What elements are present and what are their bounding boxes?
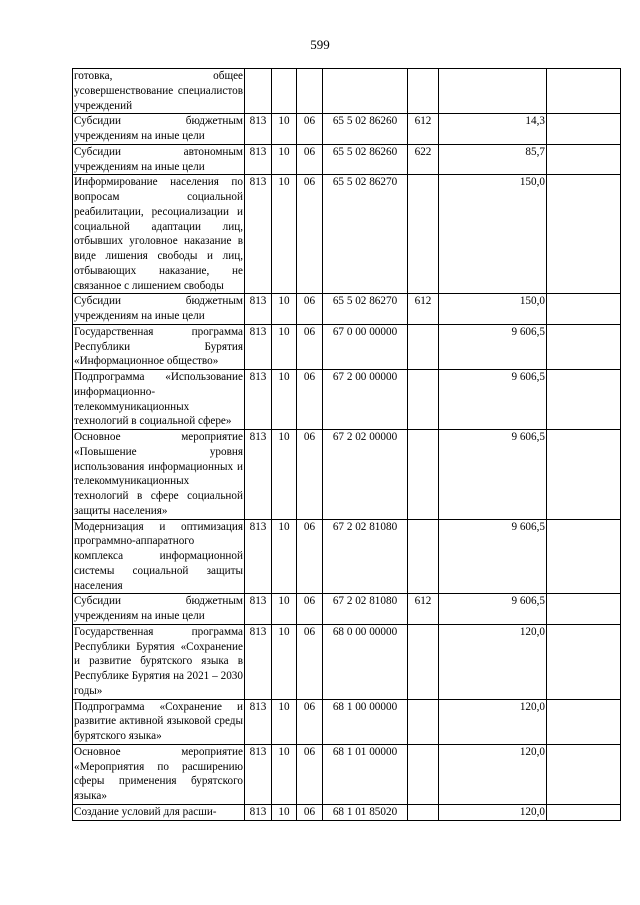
table-row [73,144,621,175]
extra-empty-cell [547,175,621,294]
extra-empty-cell [547,69,621,114]
amount-cell: 150,0 [439,175,547,294]
row-name-cell: Модернизация и оптимизация программно-аппаратного комплекса информационной системы социальной защиты населения [73,519,245,594]
subsection-code-cell: 06 [297,144,323,175]
admin-code-cell [245,69,272,114]
subsection-code-cell: 06 [297,594,323,625]
amount-cell: 85,7 [439,144,547,175]
expense-type-cell [408,324,439,369]
section-code-cell: 10 [272,294,297,325]
row-name-cell: Субсидии бюджетным учреждениям на иные цели [73,294,245,325]
extra-empty-cell [547,294,621,325]
extra-empty-cell [547,370,621,430]
target-article-cell: 65 5 02 86260 [323,114,408,145]
row-name-cell: Субсидии бюджетным учреждениям на иные цели [73,594,245,625]
subsection-code-cell: 06 [297,744,323,804]
subsection-code-cell: 06 [297,370,323,430]
subsection-code-cell: 06 [297,324,323,369]
amount-cell: 9 606,5 [439,430,547,520]
section-code-cell: 10 [272,744,297,804]
extra-empty-cell [547,324,621,369]
table-row [73,370,621,430]
section-code-cell: 10 [272,804,297,820]
target-article-cell: 67 2 02 81080 [323,594,408,625]
table-row [73,594,621,625]
row-name-cell: Государственная программа Республики Бурятия «Информационное общество» [73,324,245,369]
extra-empty-cell [547,114,621,145]
expense-type-cell [408,804,439,820]
target-article-cell: 65 5 02 86270 [323,175,408,294]
admin-code-cell: 813 [245,624,272,699]
section-code-cell [272,69,297,114]
section-code-cell: 10 [272,144,297,175]
target-article-cell [323,69,408,114]
admin-code-cell: 813 [245,294,272,325]
row-name-cell: Государственная программа Республики Бурятия «Сохранение и развитие бурятского языка в Республике Бурятия на 2021 – 2030 годы» [73,624,245,699]
admin-code-cell: 813 [245,430,272,520]
expense-type-cell [408,744,439,804]
table-row [73,744,621,804]
table-row [73,114,621,145]
amount-cell: 120,0 [439,699,547,744]
admin-code-cell: 813 [245,699,272,744]
section-code-cell: 10 [272,324,297,369]
table-row [73,324,621,369]
subsection-code-cell: 06 [297,804,323,820]
section-code-cell: 10 [272,370,297,430]
table-row [73,519,621,594]
table-row [73,69,621,114]
amount-cell: 150,0 [439,294,547,325]
target-article-cell: 67 2 02 00000 [323,430,408,520]
expense-type-cell: 622 [408,144,439,175]
extra-empty-cell [547,430,621,520]
expense-type-cell: 612 [408,294,439,325]
expense-type-cell: 612 [408,114,439,145]
expense-type-cell [408,519,439,594]
section-code-cell: 10 [272,699,297,744]
expense-type-cell [408,624,439,699]
admin-code-cell: 813 [245,594,272,625]
amount-cell: 120,0 [439,804,547,820]
expense-type-cell [408,175,439,294]
table-row [73,804,621,820]
target-article-cell: 65 5 02 86270 [323,294,408,325]
admin-code-cell: 813 [245,370,272,430]
amount-cell [439,69,547,114]
expense-type-cell [408,699,439,744]
row-name-cell: Основное мероприятие «Мероприятия по расширению сферы применения бурятского языка» [73,744,245,804]
admin-code-cell: 813 [245,324,272,369]
extra-empty-cell [547,519,621,594]
amount-cell: 9 606,5 [439,370,547,430]
amount-cell: 120,0 [439,744,547,804]
subsection-code-cell: 06 [297,624,323,699]
subsection-code-cell: 06 [297,519,323,594]
amount-cell: 14,3 [439,114,547,145]
row-name-cell: Субсидии бюджетным учреждениям на иные цели [73,114,245,145]
target-article-cell: 67 0 00 00000 [323,324,408,369]
admin-code-cell: 813 [245,744,272,804]
subsection-code-cell: 06 [297,430,323,520]
target-article-cell: 68 0 00 00000 [323,624,408,699]
extra-empty-cell [547,594,621,625]
subsection-code-cell [297,69,323,114]
section-code-cell: 10 [272,114,297,145]
page-number: 599 [310,37,330,52]
target-article-cell: 67 2 00 00000 [323,370,408,430]
amount-cell: 120,0 [439,624,547,699]
table-row [73,624,621,699]
subsection-code-cell: 06 [297,114,323,145]
section-code-cell: 10 [272,430,297,520]
target-article-cell: 68 1 01 85020 [323,804,408,820]
admin-code-cell: 813 [245,519,272,594]
expense-type-cell [408,370,439,430]
expense-type-cell: 612 [408,594,439,625]
row-name-cell: Подпрограмма «Сохранение и развитие активной языковой среды бурятского языка» [73,699,245,744]
row-name-cell: Субсидии автономным учреждениям на иные цели [73,144,245,175]
target-article-cell: 67 2 02 81080 [323,519,408,594]
amount-cell: 9 606,5 [439,594,547,625]
extra-empty-cell [547,744,621,804]
budget-table [72,68,621,821]
amount-cell: 9 606,5 [439,519,547,594]
row-name-cell: Создание условий для расши- [73,804,245,820]
row-name-cell: Основное мероприятие «Повышение уровня использования информационных и телекоммуникационных технологий в сфере социальной защиты населения» [73,430,245,520]
section-code-cell: 10 [272,175,297,294]
row-name-cell: готовка, общее усовершенствование специалистов учреждений [73,69,245,114]
section-code-cell: 10 [272,519,297,594]
budget-table-body [73,69,621,821]
amount-cell: 9 606,5 [439,324,547,369]
table-row [73,699,621,744]
row-name-cell: Информирование населения по вопросам социальной реабилитации, ресоциализации и социальной адаптации лиц, отбывших уголовное наказание в виде лишения свободы и лиц, отбывающих наказание, не связанное с лишением свободы [73,175,245,294]
table-row [73,294,621,325]
target-article-cell: 68 1 00 00000 [323,699,408,744]
section-code-cell: 10 [272,624,297,699]
expense-type-cell [408,430,439,520]
subsection-code-cell: 06 [297,699,323,744]
admin-code-cell: 813 [245,804,272,820]
extra-empty-cell [547,144,621,175]
expense-type-cell [408,69,439,114]
subsection-code-cell: 06 [297,175,323,294]
extra-empty-cell [547,699,621,744]
table-row [73,430,621,520]
subsection-code-cell: 06 [297,294,323,325]
section-code-cell: 10 [272,594,297,625]
target-article-cell: 68 1 01 00000 [323,744,408,804]
target-article-cell: 65 5 02 86260 [323,144,408,175]
admin-code-cell: 813 [245,175,272,294]
admin-code-cell: 813 [245,144,272,175]
extra-empty-cell [547,804,621,820]
row-name-cell: Подпрограмма «Использование информационно-телекоммуникационных технологий в социальной сфере» [73,370,245,430]
admin-code-cell: 813 [245,114,272,145]
extra-empty-cell [547,624,621,699]
table-row [73,175,621,294]
